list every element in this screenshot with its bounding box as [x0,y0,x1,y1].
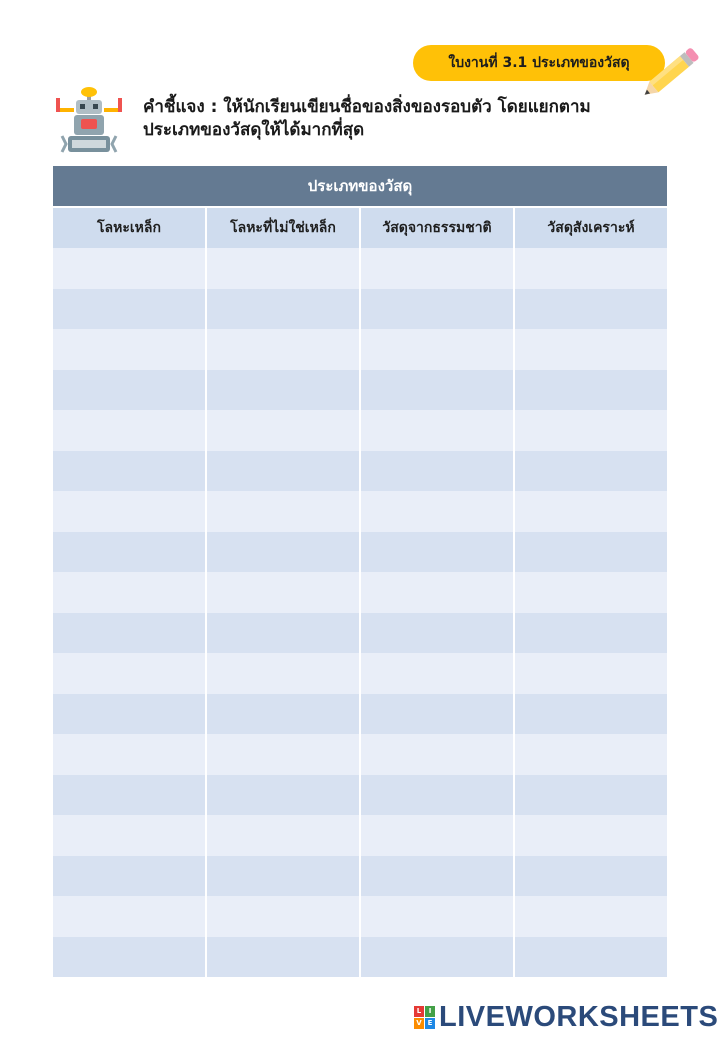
answer-cell[interactable] [53,370,207,411]
answer-cell[interactable] [515,370,667,411]
logo-square: V [414,1018,424,1029]
logo-text: LIVEWORKSHEETS [439,1000,719,1033]
answer-cell[interactable] [515,491,667,532]
answer-cell[interactable] [207,370,361,411]
answer-cell[interactable] [515,896,667,937]
logo-square: I [425,1006,435,1017]
answer-cell[interactable] [207,613,361,654]
pencil-icon [640,40,706,102]
instructions-line-1: คำชี้แจง : ให้นักเรียนเขียนชื่อของสิ่งของรอบตัว โดยแยกตาม [143,97,591,117]
answer-cell[interactable] [207,248,361,289]
answer-cell[interactable] [515,734,667,775]
table-title [53,166,667,206]
answer-cell[interactable] [361,937,515,978]
answer-cell[interactable] [361,815,515,856]
logo-square: E [425,1018,435,1029]
answer-cell[interactable] [515,856,667,897]
logo-mark [414,1006,435,1029]
answer-cell[interactable] [207,694,361,735]
table-row [53,532,667,573]
table-row [53,370,667,411]
answer-cell[interactable] [515,532,667,573]
answer-cell[interactable] [53,572,207,613]
answer-cell[interactable] [361,329,515,370]
answer-cell[interactable] [361,451,515,492]
answer-cell[interactable] [361,896,515,937]
answer-cell[interactable] [515,937,667,978]
table-body [53,248,667,977]
materials-table [53,166,667,977]
answer-cell[interactable] [53,410,207,451]
answer-cell[interactable] [53,289,207,330]
answer-cell[interactable] [515,653,667,694]
answer-cell[interactable] [515,248,667,289]
answer-cell[interactable] [207,572,361,613]
answer-cell[interactable] [53,532,207,573]
answer-cell[interactable] [361,694,515,735]
answer-cell[interactable] [207,775,361,816]
answer-cell[interactable] [207,937,361,978]
table-row [53,937,667,978]
table-row [53,572,667,613]
table-row [53,775,667,816]
answer-cell[interactable] [361,532,515,573]
worksheet-title: ใบงานที่ 3.1 ประเภทของวัสดุ [448,55,630,71]
table-row [53,856,667,897]
answer-cell[interactable] [53,653,207,694]
worksheet-title-badge [413,45,665,81]
table-row [53,329,667,370]
answer-cell[interactable] [53,856,207,897]
liveworksheets-logo [414,1000,718,1034]
answer-cell[interactable] [515,694,667,735]
answer-cell[interactable] [207,329,361,370]
answer-cell[interactable] [361,289,515,330]
answer-cell[interactable] [515,451,667,492]
header-non-ferrous-metal: โลหะที่ไม่ใช่เหล็ก [207,208,361,248]
answer-cell[interactable] [53,937,207,978]
answer-cell[interactable] [53,694,207,735]
table-row [53,896,667,937]
robot-icon [54,86,124,156]
answer-cell[interactable] [207,289,361,330]
answer-cell[interactable] [515,815,667,856]
answer-cell[interactable] [207,451,361,492]
table-row [53,653,667,694]
header-synthetic-material: วัสดุสังเคราะห์ [547,220,635,236]
answer-cell[interactable] [53,775,207,816]
table-row [53,410,667,451]
answer-cell[interactable] [207,653,361,694]
answer-cell[interactable] [361,734,515,775]
logo-square: L [414,1006,424,1017]
answer-cell[interactable] [515,329,667,370]
table-header-row [53,208,667,248]
instructions-line-2: ประเภทของวัสดุให้ได้มากที่สุด [143,120,365,140]
table-row [53,694,667,735]
table-row [53,734,667,775]
table-title-text: ประเภทของวัสดุ [307,177,413,195]
answer-cell[interactable] [207,491,361,532]
answer-cell[interactable] [53,248,207,289]
answer-cell[interactable] [361,248,515,289]
header-natural-material: วัสดุจากธรรมชาติ [361,208,515,248]
answer-cell[interactable] [207,410,361,451]
answer-cell[interactable] [361,410,515,451]
answer-cell[interactable] [207,856,361,897]
answer-cell[interactable] [361,572,515,613]
answer-cell[interactable] [207,532,361,573]
answer-cell[interactable] [207,734,361,775]
answer-cell[interactable] [361,613,515,654]
answer-cell[interactable] [515,289,667,330]
answer-cell[interactable] [53,734,207,775]
answer-cell[interactable] [361,856,515,897]
answer-cell[interactable] [361,775,515,816]
answer-cell[interactable] [361,491,515,532]
answer-cell[interactable] [53,815,207,856]
answer-cell[interactable] [515,613,667,654]
instructions [143,96,663,142]
table-row [53,289,667,330]
answer-cell[interactable] [207,896,361,937]
answer-cell[interactable] [515,572,667,613]
answer-cell[interactable] [53,329,207,370]
answer-cell[interactable] [207,815,361,856]
answer-cell[interactable] [53,896,207,937]
answer-cell[interactable] [53,451,207,492]
table-row [53,451,667,492]
table-row [53,491,667,532]
answer-cell[interactable] [361,653,515,694]
answer-cell[interactable] [53,613,207,654]
answer-cell[interactable] [515,410,667,451]
answer-cell[interactable] [53,491,207,532]
answer-cell[interactable] [515,775,667,816]
answer-cell[interactable] [361,370,515,411]
header-ferrous-metal: โลหะเหล็ก [53,208,207,248]
table-row [53,248,667,289]
table-row [53,815,667,856]
table-row [53,613,667,654]
